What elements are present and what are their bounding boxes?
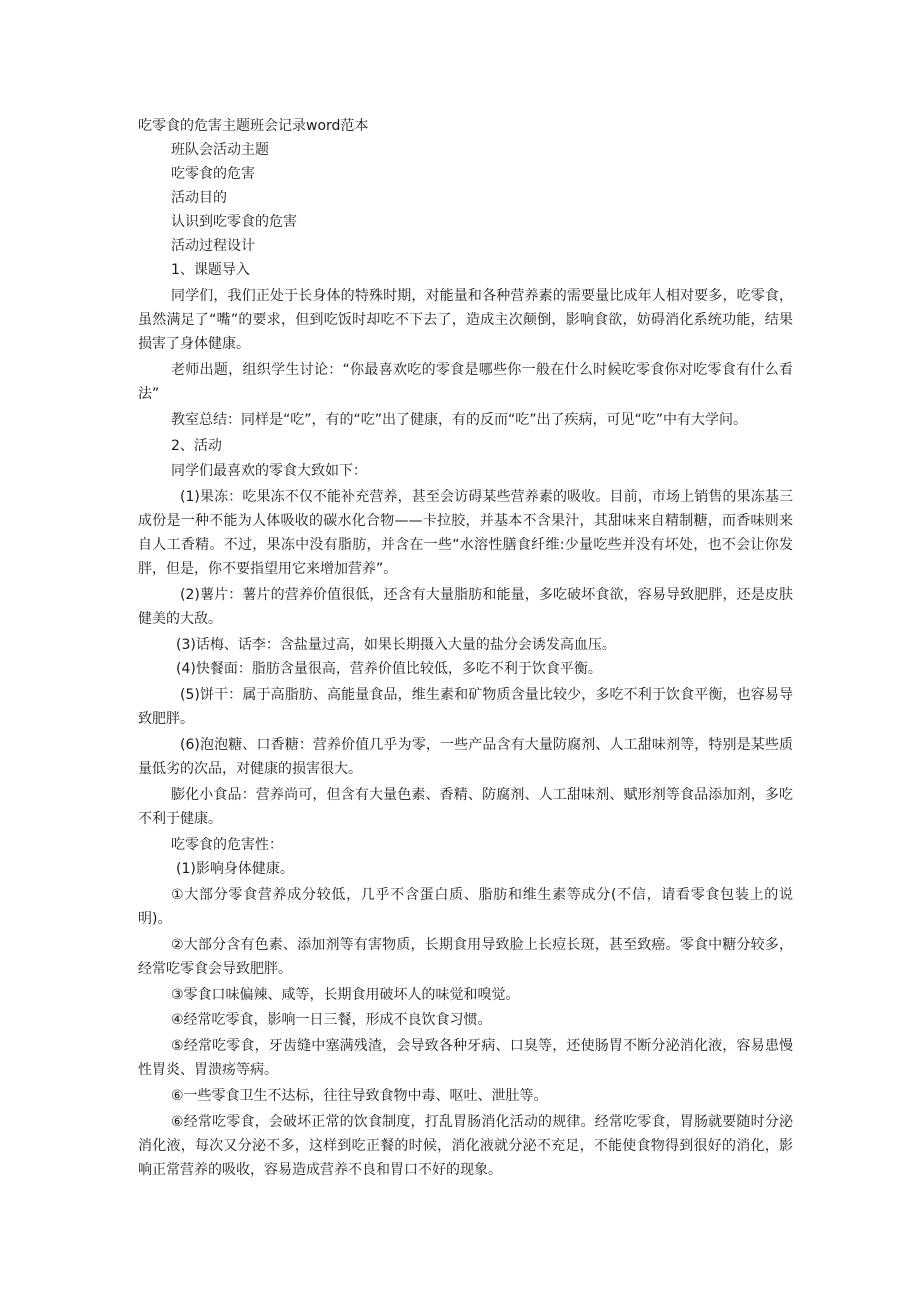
harm-point-5: ⑤经常吃零食，牙齿缝中塞满残渣，会导致各种牙病、口臭等，还使肠胃不断分泌消化液，容易患慢性胃炎、胃溃疡等病。 [138,1038,793,1078]
list-item-biscuits: (5)饼干：属于高脂肪、高能量食品，维生素和矿物质含量比较少，多吃不利于饮食平衡，也容易导致肥胖。 [138,687,793,727]
harm-point-3: ③零食口味偏辣、咸等，长期食用破坏人的味觉和嗅觉。 [171,987,520,1003]
list-item-plums: (3)话梅、话李：含盐量过高，如果长期摄入大量的盐分会诱发高血压。 [176,637,616,653]
document-title: 吃零食的危害主题班会记录word范本 [138,118,369,134]
list-item-jelly: (1)果冻：吃果冻不仅不能补充营养，甚至会访碍某些营养素的吸收。目前，市场上销售的果冻基三成份是一种不能为人体吸收的碳水化合物——卡拉胶，并基本不含果汁，其甜味来自精制糖，而香味则来自人工香精。不过，果冻中没有脂肪，并含在一些“水溶性膳食纤维:少量吃些并没有坏处，也不会让你发胖，但是，你不要指望用它来增加营养”。 [138,489,793,577]
list-item-chips: (2)薯片：薯片的营养价值很低，还含有大量脂肪和能量，多吃破坏食欲，容易导致肥胖，还是皮肤健美的大敌。 [138,587,793,627]
harm-point-2: ②大部分含有色素、添加剂等有害物质，长期食用导致脸上长痘长斑，甚至致癌。零食中糖分较多，经常吃零食会导致肥胖。 [138,937,793,977]
harm-point-6: ⑥一些零食卫生不达标，往往导致食物中毒、呕吐、泄肚等。 [171,1088,548,1104]
heading-purpose: 认识到吃零食的危害 [171,214,297,230]
list-item-gum: (6)泡泡糖、口香糖：营养价值几乎为零，一些产品含有大量防腐剂、人工甜味剂等，特别是某些质量低劣的次品，对健康的损害很大。 [138,737,793,777]
paragraph-intro: 同学们，我们正处于长身体的特殊时期，对能量和各种营养素的需要量比成年人相对要多，吃零食，虽然满足了“嘴”的要求，但到吃饭时却吃不下去了，造成主次颠倒，影响食欲，妨碍消化系统功能，结果损害了身体健康。 [138,288,793,352]
paragraph-teacher: 老师出题，组织学生讨论：“你最喜欢吃的零食是哪些你一般在什么时候吃零食你对吃零食有什么看法” [138,362,793,402]
harm-point-1: ①大部分零食营养成分较低，几乎不含蛋白质、脂肪和维生素等成分(不信，请看零食包装上的说明)。 [138,887,793,927]
harm-point-7: ⑥经常吃零食，会破坏正常的饮食制度，打乱胃肠消化活动的规律。经常吃零食，胃肠就要随时分泌消化液，每次又分泌不多，这样到吃正餐的时候，消化液就分泌不充足，不能使食物得到很好的消化，影响正常营养的吸收，容易造成营养不良和胃口不好的现象。 [138,1114,793,1178]
paragraph-summary: 教室总结：同样是“吃”，有的“吃”出了健康，有的反而“吃”出了疾病，可见“吃”中有大学问。 [171,412,748,428]
heading-section-1: 1、课题导入 [171,262,250,278]
paragraph-puffed-food: 膨化小食品：营养尚可，但含有大量色素、香精、防腐剂、人工甜味剂、赋形剂等食品添加剂，多吃不利于健康。 [138,787,793,827]
paragraph-harm-1: (1)影响身体健康。 [176,861,294,877]
heading-theme: 吃零食的危害 [171,166,255,182]
heading-purpose-label: 活动目的 [171,190,227,206]
document-body [138,114,793,1182]
paragraph-list-intro: 同学们最喜欢的零食大致如下： [171,463,367,479]
heading-theme-label: 班队会活动主题 [171,142,269,158]
paragraph-harm-title: 吃零食的危害性： [171,837,283,853]
harm-point-4: ④经常吃零食，影响一日三餐，形成不良饮食习惯。 [171,1012,492,1028]
heading-section-2: 2、活动 [171,438,222,454]
list-item-noodles: (4)快餐面：脂肪含量很高，营养价值比较低，多吃不利于饮食平衡。 [176,661,602,677]
heading-process: 活动过程设计 [171,238,255,254]
